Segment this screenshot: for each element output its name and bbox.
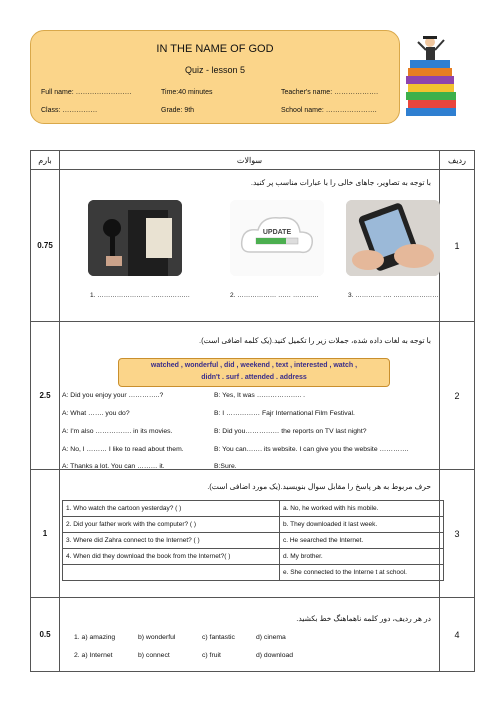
dialog-a-2: A: What ……. you do? [62, 410, 130, 417]
q2-score: 2.5 [31, 322, 60, 470]
header-card [30, 30, 400, 124]
dialog-b-3: B: Did you…………… the reports on TV last night? [214, 428, 367, 435]
match-question-1: 1. Who watch the cartoon yesterday? ( ) [63, 501, 280, 517]
q4-cell [60, 598, 440, 672]
update-cloud-image [230, 200, 324, 276]
odd-2d: d) download [256, 652, 294, 659]
q1-instruction: با توجه به تصاویر، جاهای خالی را با عبارات مناسب پر کنید. [250, 178, 431, 187]
odd-1a: 1. a) amazing [74, 634, 116, 641]
match-question-3: 3. Where did Zahra connect to the Internet? ( ) [63, 533, 280, 549]
matching-row [63, 517, 444, 533]
class-field: Class: …………… [41, 107, 98, 114]
q1-score: 0.75 [31, 170, 60, 322]
match-answer-d: d. My brother. [280, 549, 444, 565]
matching-table [62, 500, 444, 581]
matching-row [63, 565, 444, 581]
match-answer-b: b. They downloaded it last week. [280, 517, 444, 533]
q1-number: 1 [440, 170, 475, 322]
page-title: IN THE NAME OF GOD [156, 43, 274, 55]
q2-number: 2 [440, 322, 475, 470]
q2-cell [60, 322, 440, 470]
match-answer-e: e. She connected to the Interne t at school. [280, 565, 444, 581]
matching-row [63, 549, 444, 565]
questions-header: سوالات [60, 151, 440, 170]
q1-cell [60, 170, 440, 322]
q4-score: 0.5 [31, 598, 60, 672]
odd-1b: b) wonderful [138, 634, 176, 641]
q4-instruction: در هر ردیف، دور کلمه ناهماهنگ خط بکشید. [296, 614, 431, 623]
q3-score: 1 [31, 470, 60, 598]
matching-row [63, 501, 444, 517]
dialog-a-5: A: Thanks a lot. You can ……… it. [62, 463, 165, 470]
q3-instruction: حرف مربوط به هر پاسخ را مقابل سوال بنویسید.(یک مورد اضافی است). [207, 482, 431, 491]
books-graduate-illustration [400, 28, 466, 124]
match-question-empty [63, 565, 280, 581]
match-answer-c: c. He searched the Internet. [280, 533, 444, 549]
word-bank-line-2: didn't . surf . attended . address [201, 374, 307, 381]
teacher-field: Teacher's name: ………………. [281, 89, 379, 96]
grade-field: Grade: 9th [161, 107, 195, 114]
q3-cell [60, 470, 440, 598]
full-name-field: Full name: …………………… [41, 89, 132, 96]
texting-phone-photo [346, 200, 440, 276]
dialog-a-1: A: Did you enjoy your …………..? [62, 392, 164, 399]
dialog-b-5: B:Sure. [214, 463, 237, 470]
q4-number: 4 [440, 598, 475, 672]
odd-2b: b) connect [138, 652, 170, 659]
odd-1d: d) cinema [256, 634, 286, 641]
word-bank [118, 358, 390, 387]
dialog-a-4: A: No, I ……… I like to read about them. [62, 446, 184, 453]
q3-number: 3 [440, 470, 475, 598]
dialog-b-1: B: Yes, It was ……………….. . [214, 392, 306, 399]
dialog-b-4: B: You can……. its website. I can give you the website …………. [214, 446, 409, 453]
matching-row [63, 533, 444, 549]
dialog-a-3: A: I'm also ……………. in its movies. [62, 428, 173, 435]
odd-2c: c) fruit [202, 652, 221, 659]
q1-blank-3[interactable]: 3. ………… …. ………………… [348, 292, 439, 299]
dialog-b-2: B: I …………… Fajr International Film Festival. [214, 410, 355, 417]
q2-instruction: با توجه به لغات داده شده، جملات زیر را تکمیل کنید.(یک کلمه اضافی است). [199, 336, 431, 345]
odd-2a: 2. a) Internet [74, 652, 113, 659]
school-field: School name: …………………. [281, 107, 377, 114]
odd-1c: c) fantastic [202, 634, 235, 641]
match-question-2: 2. Did your father work with the computer? ( ) [63, 517, 280, 533]
quiz-table [30, 150, 475, 672]
microphone-photo [88, 200, 182, 276]
update-label: UPDATE [262, 229, 292, 236]
time-field: Time:40 minutes [161, 89, 213, 96]
row-header: ردیف [440, 151, 475, 170]
match-answer-a: a. No, he worked with his mobile. [280, 501, 444, 517]
match-question-4: 4. When did they download the book from the Internet?( ) [63, 549, 280, 565]
quiz-subtitle: Quiz - lesson 5 [184, 65, 246, 75]
q1-blank-1[interactable]: 1. …………………… ……………… [90, 292, 191, 299]
word-bank-line-1: watched , wonderful , did , weekend , text , interested , watch , [150, 362, 358, 369]
score-header: بارم [31, 151, 60, 170]
q1-blank-2[interactable]: 2. ……………… …… ………… [230, 292, 319, 299]
